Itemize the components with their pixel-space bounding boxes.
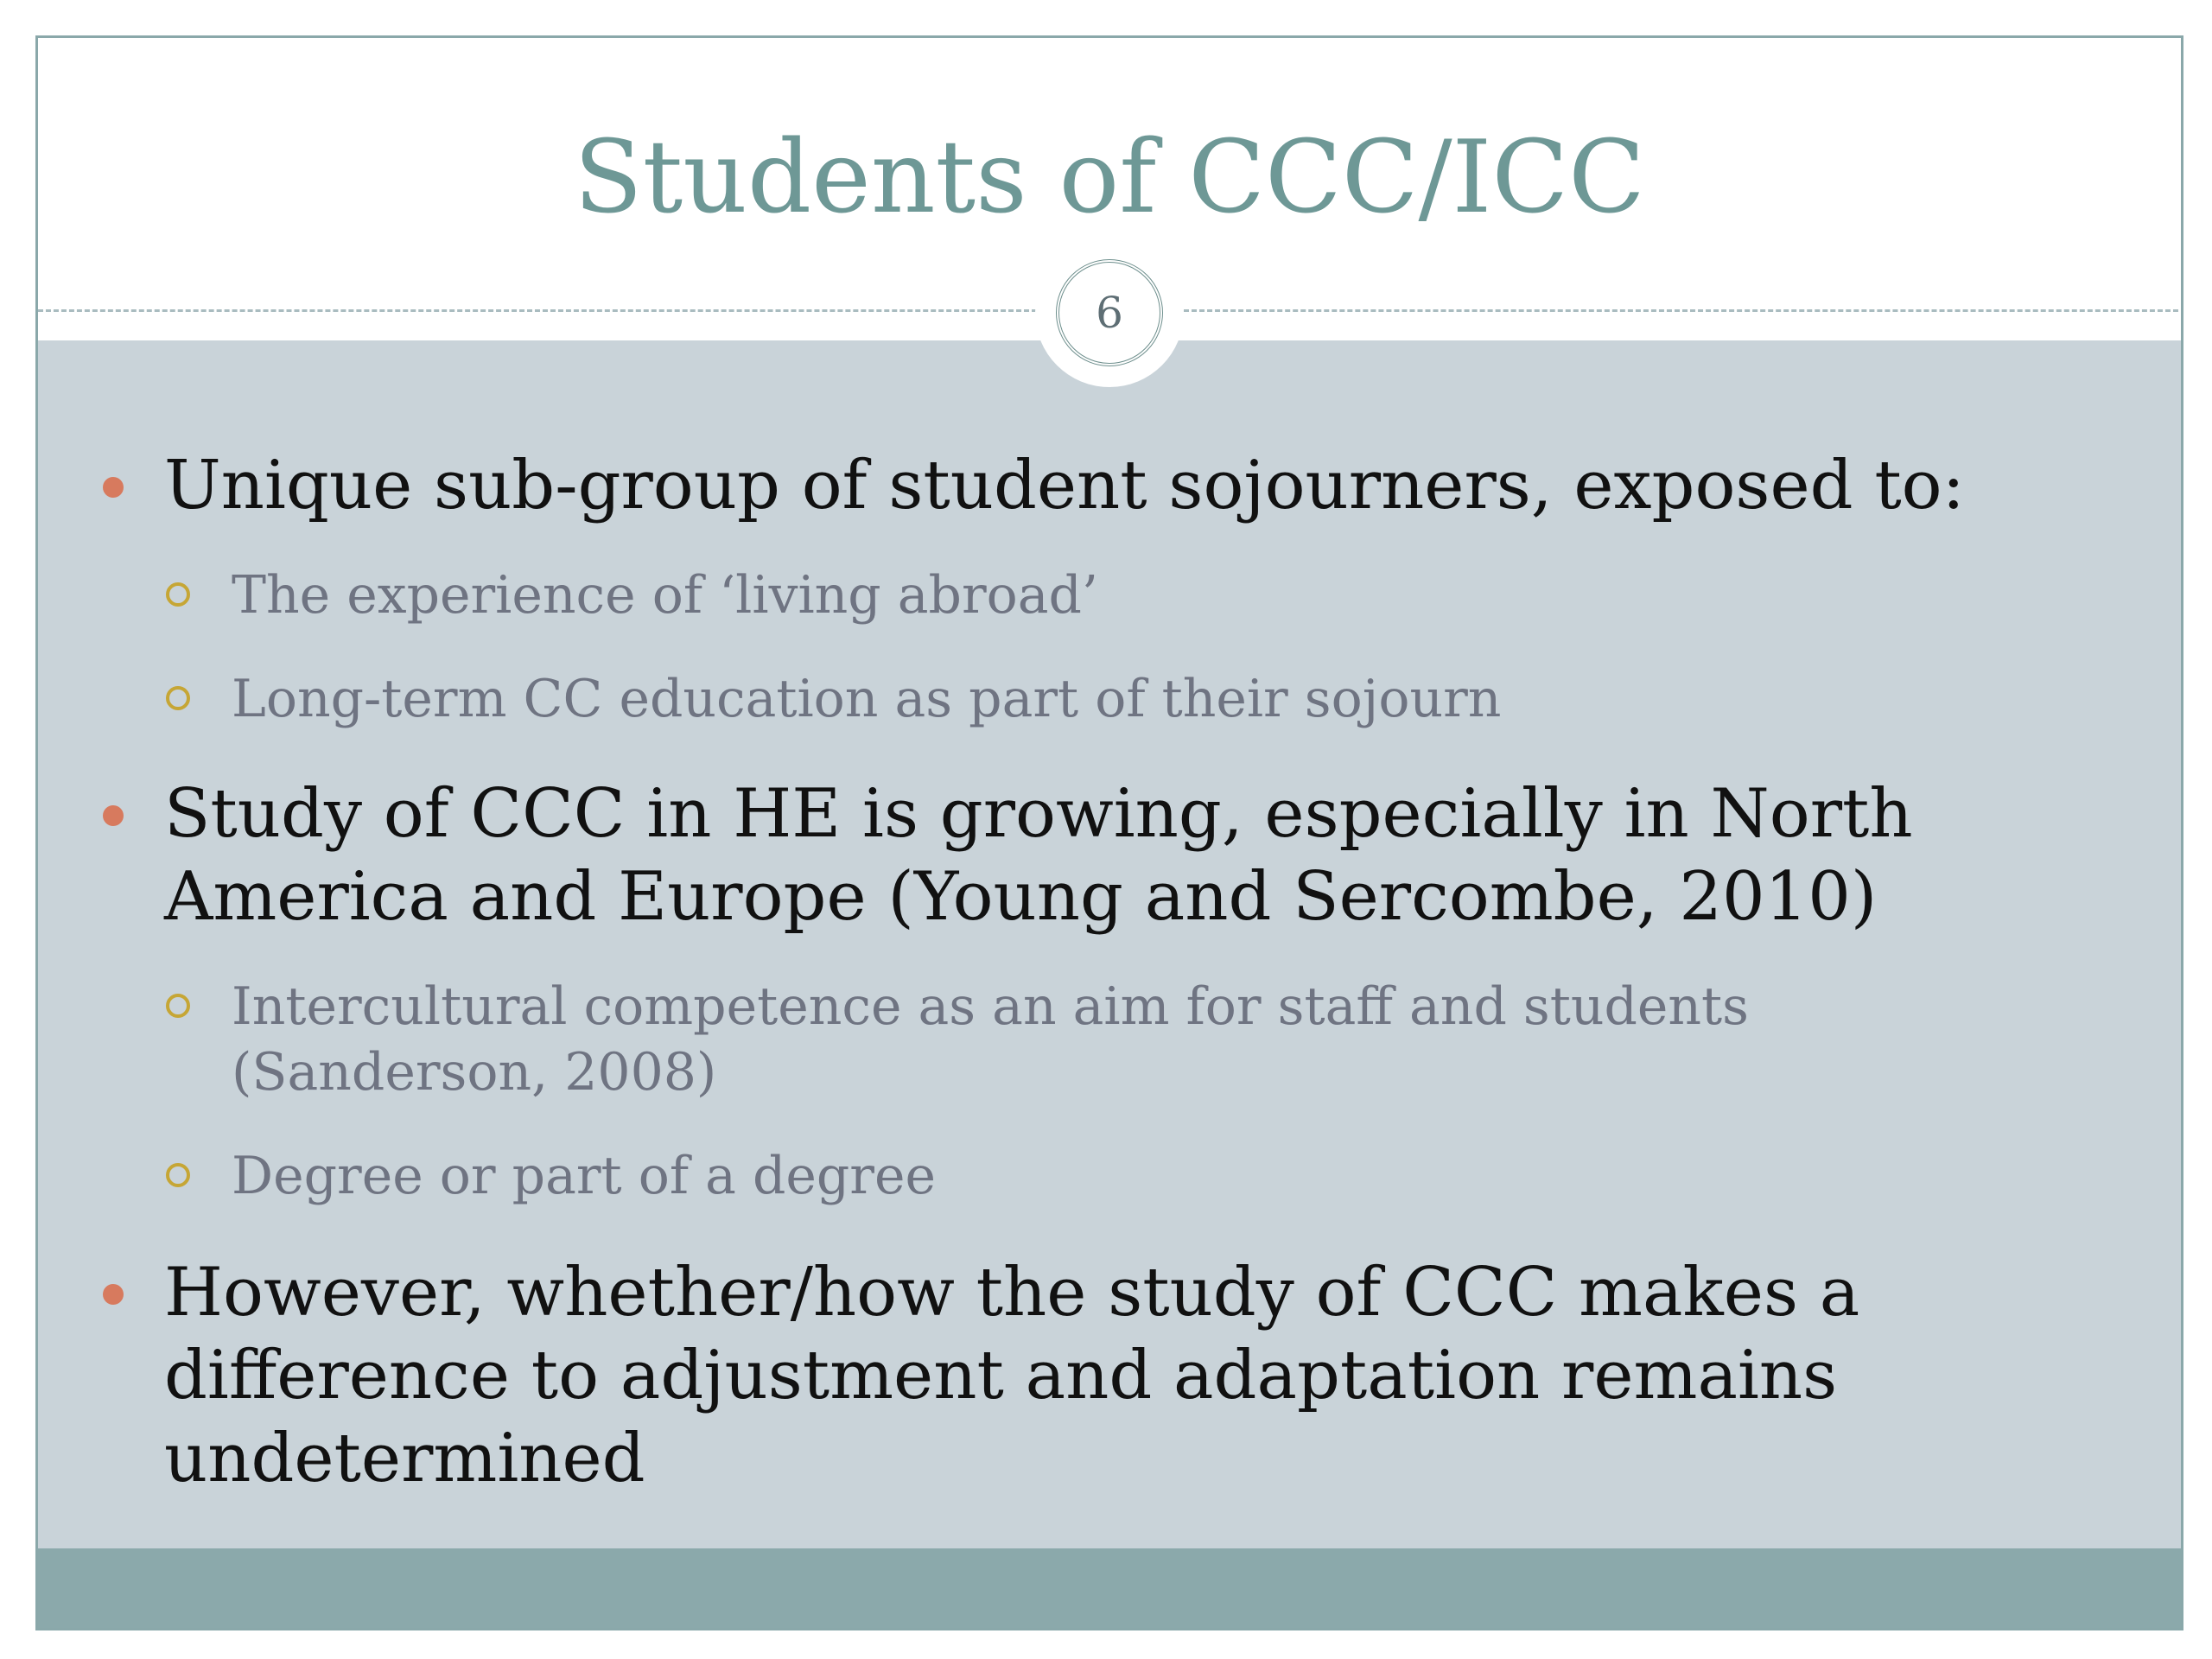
sub-bullet-2-1-line-1: Intercultural competence as an aim for staff and students (232, 976, 1749, 1037)
sub-bullet-ring-icon (166, 582, 190, 607)
bullet-3-line-2: difference to adjustment and adaptation remains (164, 1337, 1838, 1414)
footer-band (38, 1548, 2181, 1628)
sub-bullet-1-2: Long-term CC education as part of their sojourn (232, 669, 1502, 729)
sub-bullet-ring-icon (166, 1163, 190, 1187)
bullet-1-line-1: Unique sub-group of student sojourners, exposed to: (164, 447, 1965, 524)
bullet-dot-icon (103, 477, 124, 498)
sub-bullet-1-1: The experience of ‘living abroad’ (232, 565, 1099, 626)
sub-bullet-2-1-line-2: (Sanderson, 2008) (232, 1042, 717, 1103)
title-divider-left (38, 309, 1037, 312)
slide (35, 35, 2183, 1630)
bullet-dot-icon (103, 1284, 124, 1305)
bullet-dot-icon (103, 805, 124, 826)
slide-title: Students of CCC/ICC (574, 119, 1645, 236)
bullet-3-line-1: However, whether/how the study of CCC makes a (164, 1254, 1860, 1332)
sub-bullet-2-2: Degree or part of a degree (232, 1146, 936, 1206)
page-number: 6 (1096, 288, 1123, 338)
bullet-2-line-1: Study of CCC in HE is growing, especially in North (164, 775, 1913, 853)
bullet-3-line-3: undetermined (164, 1420, 645, 1497)
sub-bullet-ring-icon (166, 994, 190, 1018)
sub-bullet-ring-icon (166, 686, 190, 710)
bullet-2-line-2: America and Europe (Young and Sercombe, 2010) (164, 858, 1878, 936)
content-area (38, 340, 2181, 1592)
title-divider-right (1184, 309, 2183, 312)
